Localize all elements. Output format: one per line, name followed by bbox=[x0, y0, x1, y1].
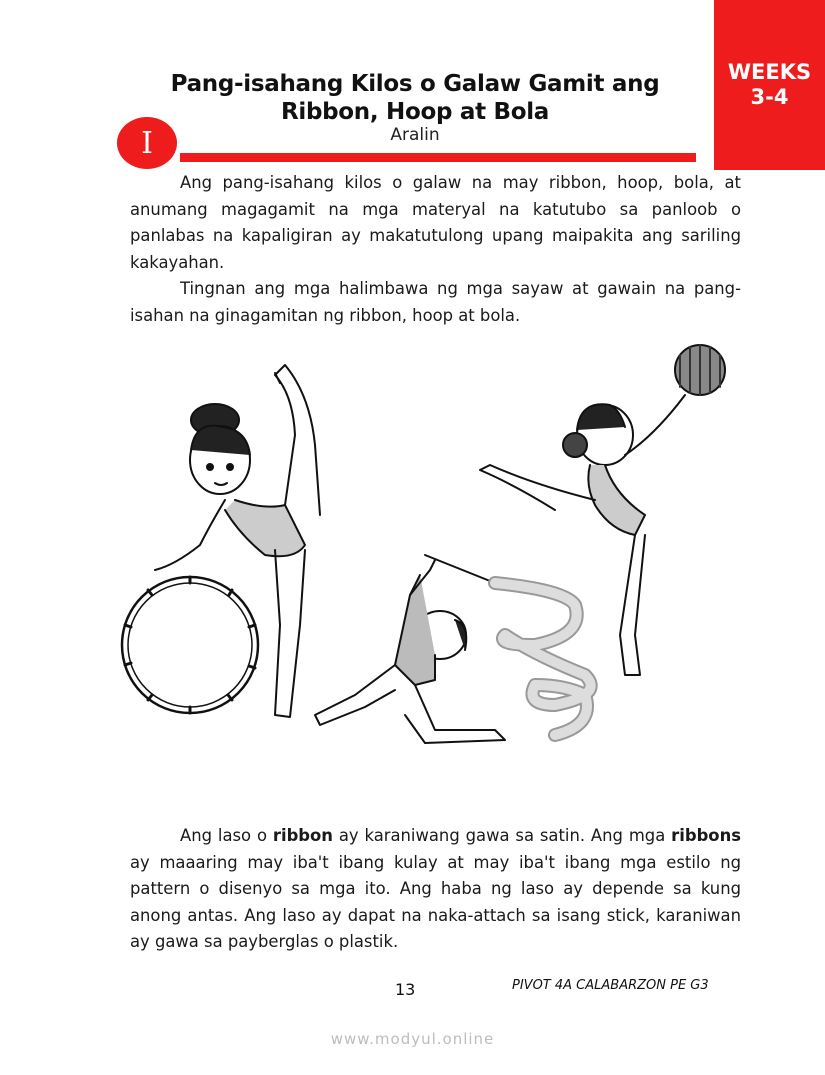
page-number: 13 bbox=[395, 980, 416, 999]
title-underline bbox=[180, 153, 696, 162]
subtitle: Aralin bbox=[390, 125, 440, 145]
weeks-tab bbox=[714, 0, 825, 170]
intro-text bbox=[130, 170, 741, 329]
title-line-1: Pang-isahang Kilos o Galaw Gamit ang bbox=[170, 71, 660, 97]
footer-source: PIVOT 4A CALABARZON PE G3 bbox=[512, 978, 709, 993]
weeks-range: 3-4 bbox=[750, 85, 789, 109]
paragraph-3 bbox=[130, 823, 741, 956]
weeks-label: WEEKS bbox=[727, 60, 812, 84]
paragraph-1: Ang pang-isahang kilos o galaw na may ribbon, hoop, bola, at anumang magagamit na mga materyal na katutubo sa panloob o panlabas na kapaligiran ay makatutulong upang maipakita ang sariling kakayahan. bbox=[130, 173, 741, 272]
gymnasts-illustration bbox=[115, 335, 755, 775]
ribbon-text bbox=[130, 823, 741, 956]
gymnast-ribbon bbox=[315, 560, 505, 743]
paragraph-2: Tingnan ang mga halimbawa ng mga sayaw at gawain na pang-isahan na ginagamitan ng ribbon, hoop at bola. bbox=[130, 279, 741, 325]
watermark: www.modyul.online bbox=[330, 1030, 495, 1048]
term-ribbon: ribbon bbox=[272, 826, 333, 845]
gymnast-ball bbox=[480, 345, 725, 675]
page-title bbox=[150, 70, 680, 126]
title-line-2: Ribbon, Hoop at Bola bbox=[280, 99, 550, 125]
p3-part-c: ay maaaring may iba't ibang kulay at may iba't ibang mga estilo ng pattern o disenyo sa mga ito. Ang haba ng laso ay depende sa kung anong antas. Ang laso ay dapat na naka-attach sa isang stick, karaniwan ay gawa sa payberglas o plastik. bbox=[130, 852, 741, 951]
section-badge: I bbox=[117, 117, 177, 169]
term-ribbons: ribbons bbox=[671, 826, 741, 845]
p3-part-b: ay karaniwang gawa sa satin. Ang mga bbox=[332, 826, 672, 845]
hoop-icon bbox=[122, 577, 258, 713]
gymnast-hoop bbox=[155, 365, 320, 717]
p3-part-a: Ang laso o bbox=[180, 826, 273, 845]
